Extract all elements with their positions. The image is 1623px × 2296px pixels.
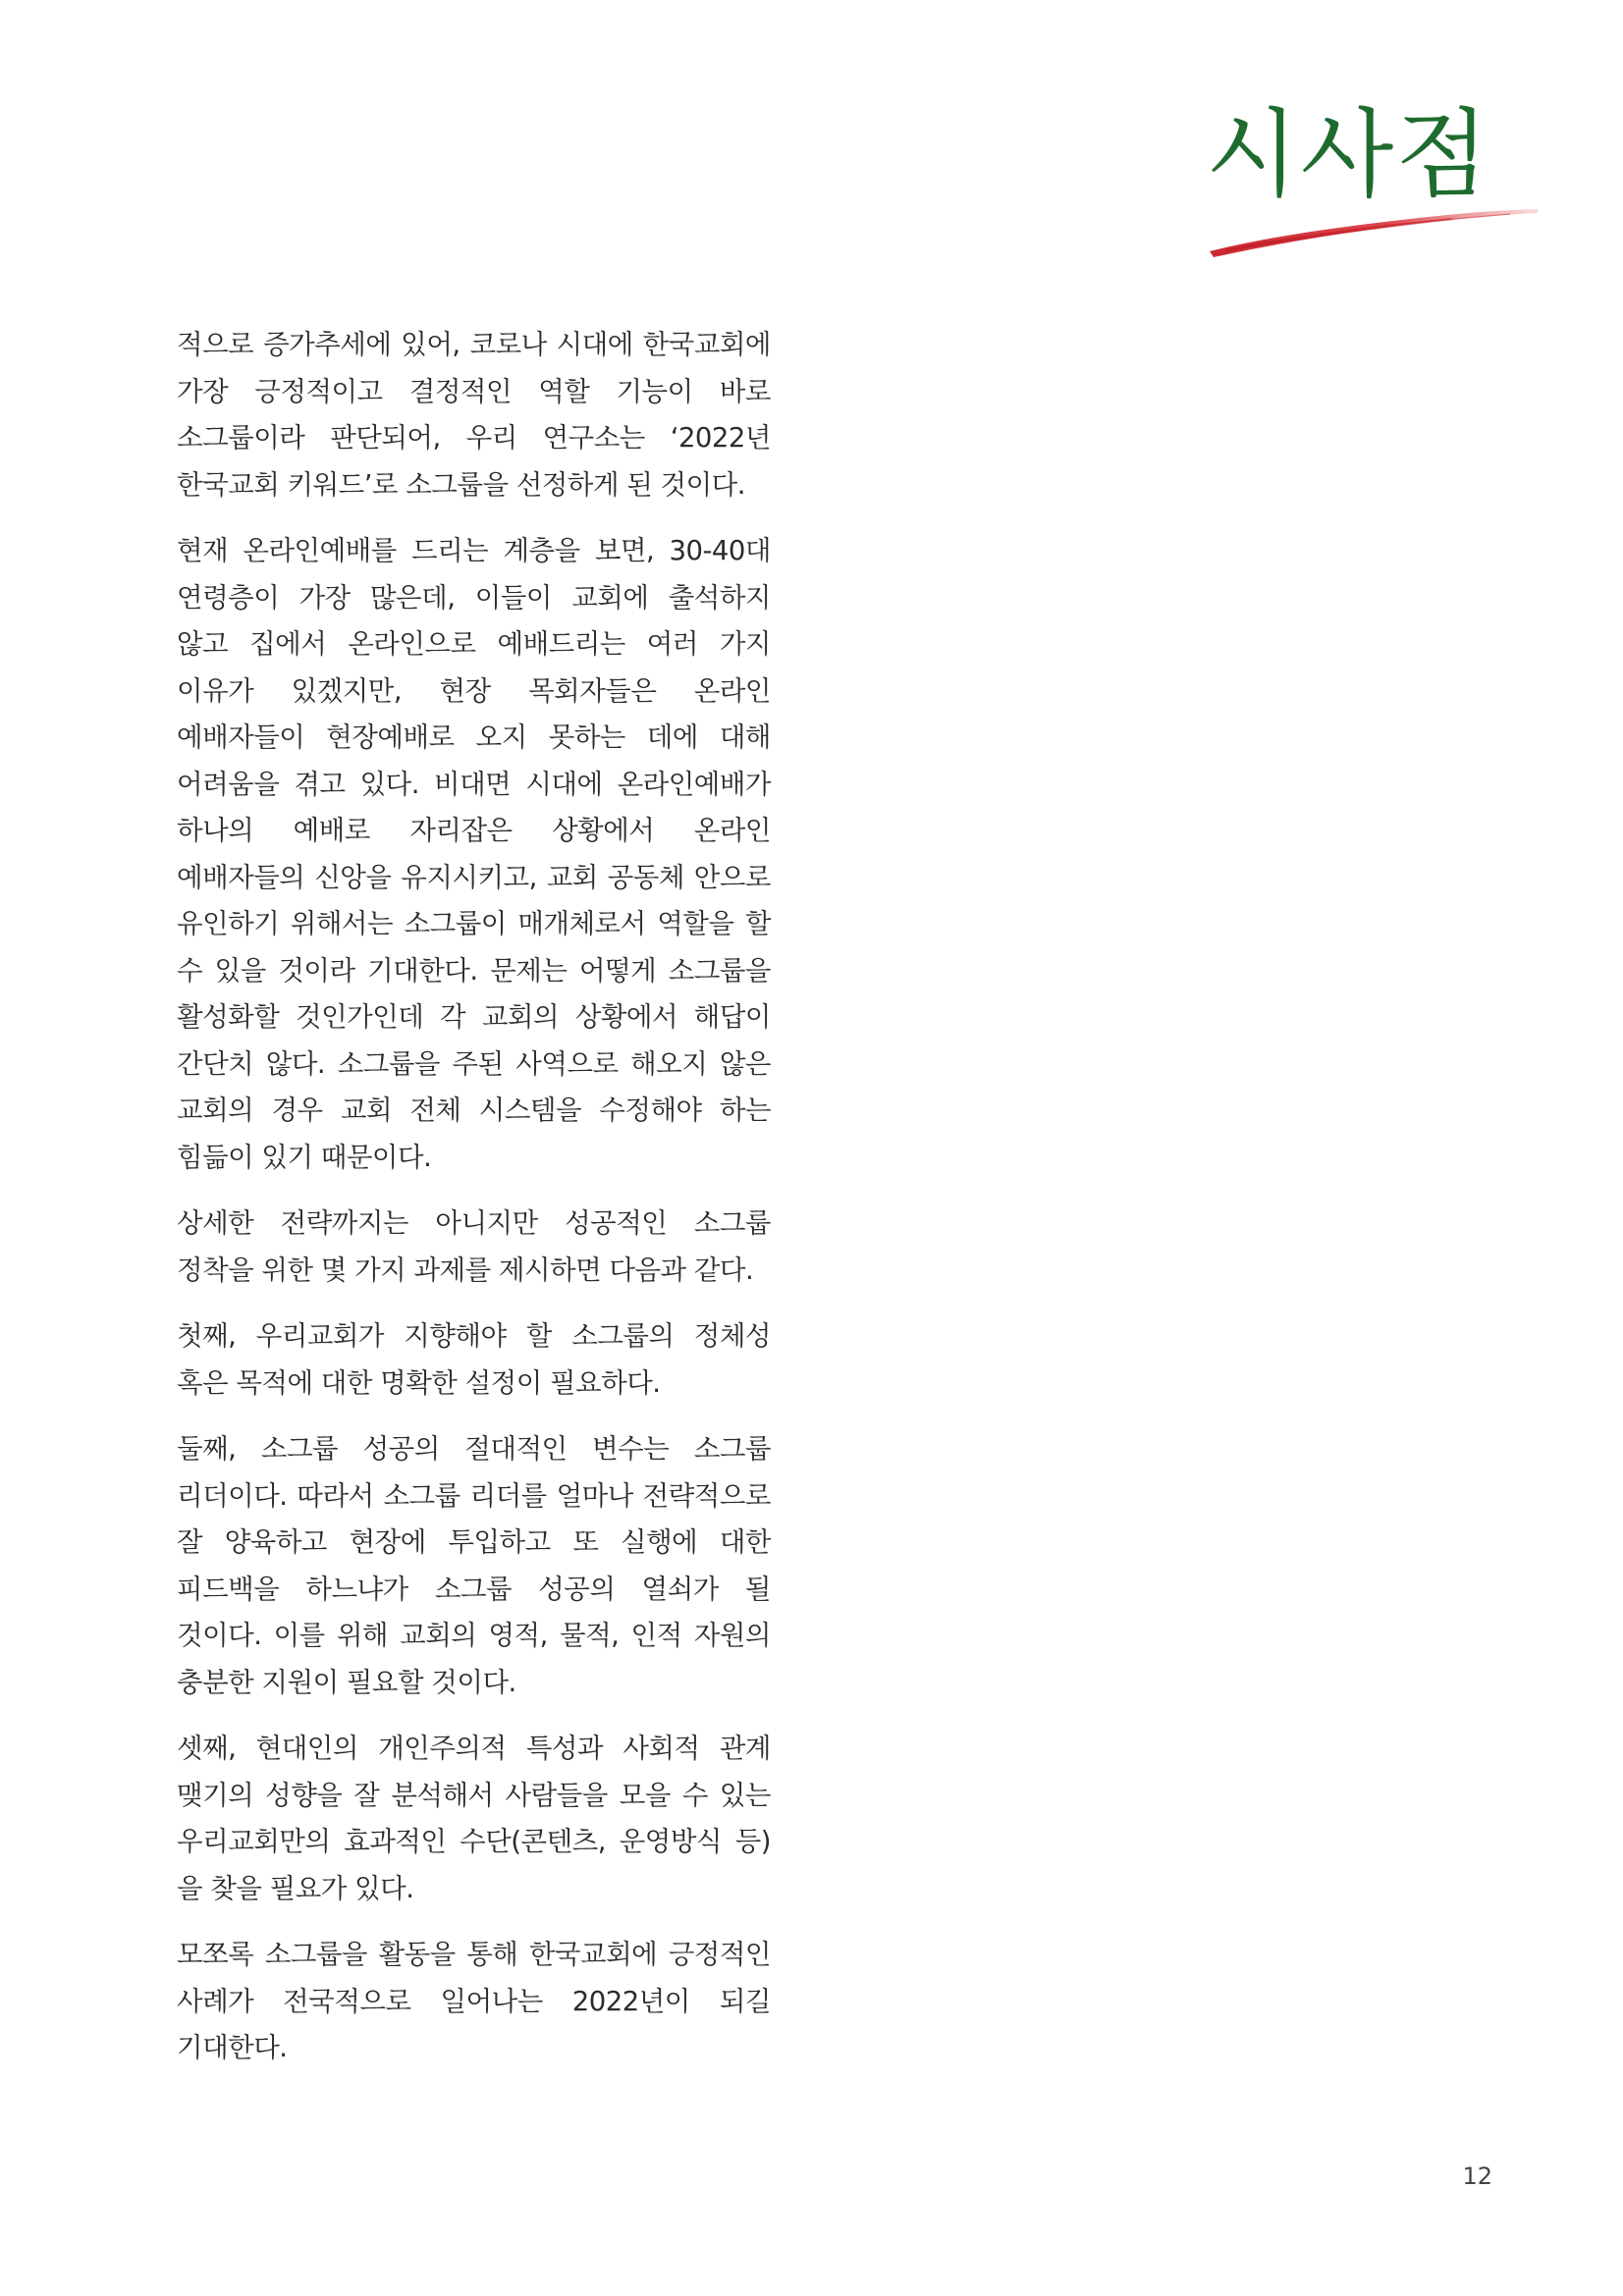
page-number: 12 bbox=[1462, 2163, 1492, 2190]
section-title: 시사점 bbox=[1206, 99, 1491, 211]
paragraph: 현재 온라인예배를 드리는 계층을 보면, 30-40대 연령층이 가장 많은데, 이들이 교회에 출석하지 않고 집에서 온라인으로 예배드리는 여러 가지 이유가 있겠지만, 현장 목회자들은 온라인 예배자들이 현장예배로 오지 못하는 데에 대해 어려움을 겪고 있다. 비대면 시대에 온라인예배가 하나의 예배로 자리잡은 상황에서 온라인 예배자들의 신앙을 유지시키고, 교회 공동체 안으로 유인하기 위해서는 소그룹이 매개체로서 역할을 할 수 있을 것이라 기대한다. 문제는 어떻게 소그룹을 활성화할 것인가인데 각 교회의 상황에서 해답이 간단치 않다. 소그룹을 주된 사역으로 해오지 않은 교회의 경우 교회 전체 시스템을 수정해야 하는 힘듦이 있기 때문이다. bbox=[177, 535, 771, 1173]
paragraph: 상세한 전략까지는 아니지만 성공적인 소그룹 정착을 위한 몇 가지 과제를 제시하면 다음과 같다. bbox=[177, 1207, 771, 1286]
paragraph: 둘째, 소그룹 성공의 절대적인 변수는 소그룹 리더이다. 따라서 소그룹 리더를 얼마나 전략적으로 잘 양육하고 현장에 투입하고 또 실행에 대한 피드백을 하느냐가 소그룹 성공의 열쇠가 될 것이다. 이를 위해 교회의 영적, 물적, 인적 자원의 충분한 지원이 필요할 것이다. bbox=[177, 1433, 771, 1698]
paragraph: 모쪼록 소그룹을 활동을 통해 한국교회에 긍정적인 사례가 전국적으로 일어나는 2022년이 되길 기대한다. bbox=[177, 1939, 771, 2063]
brush-stroke-decoration bbox=[1206, 194, 1542, 263]
body-text bbox=[177, 322, 771, 2092]
paragraph: 적으로 증가추세에 있어, 코로나 시대에 한국교회에 가장 긍정적이고 결정적인 역할 기능이 바로 소그룹이라 판단되어, 우리 연구소는 ‘2022년 한국교회 키워드’로 소그룹을 선정하게 된 것이다. bbox=[177, 329, 771, 501]
paragraph: 셋째, 현대인의 개인주의적 특성과 사회적 관계 맺기의 성향을 잘 분석해서 사람들을 모을 수 있는 우리교회만의 효과적인 수단(콘텐츠, 운영방식 등)을 찾을 필요가 있다. bbox=[177, 1733, 771, 1904]
paragraph: 첫째, 우리교회가 지향해야 할 소그룹의 정체성 혹은 목적에 대한 명확한 설정이 필요하다. bbox=[177, 1320, 771, 1399]
